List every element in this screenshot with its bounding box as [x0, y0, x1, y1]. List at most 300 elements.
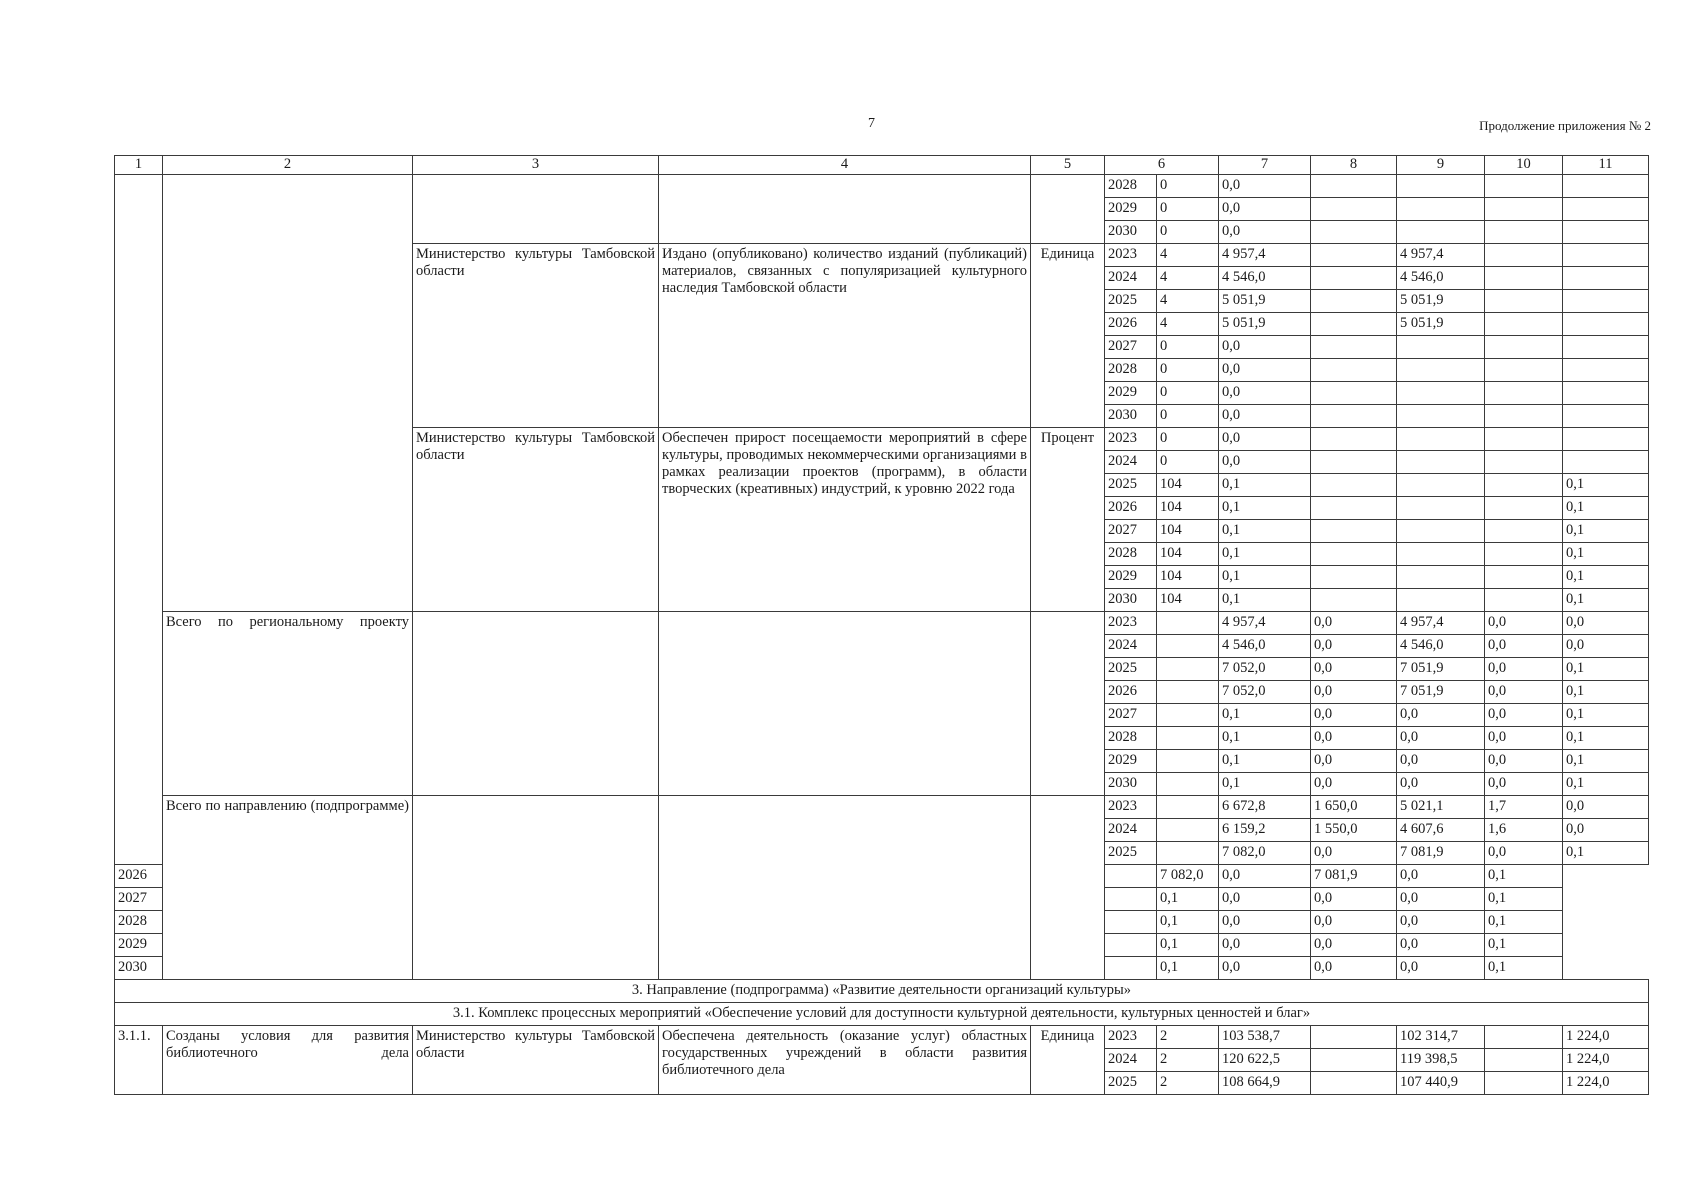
responsible-org-cell: Министерство культуры Тамбовской области — [413, 428, 659, 612]
org-cell — [413, 175, 659, 244]
year-cell: 2030 — [1105, 589, 1157, 612]
total-finance-cell: 0,1 — [1157, 888, 1219, 911]
federal-budget-cell — [1311, 474, 1397, 497]
extra-budget-cell — [1563, 267, 1649, 290]
regional-budget-cell — [1397, 566, 1485, 589]
indicator-cell — [659, 612, 1031, 796]
extra-budget-cell — [1563, 405, 1649, 428]
regional-budget-cell — [1397, 474, 1485, 497]
total-finance-cell: 4 546,0 — [1219, 635, 1311, 658]
section-heading: 3. Направление (подпрограмма) «Развитие деятельности организаций культуры» — [115, 980, 1649, 1003]
local-budget-cell — [1485, 589, 1563, 612]
local-budget-cell: 0,0 — [1397, 957, 1485, 980]
total-finance-cell: 0,0 — [1219, 359, 1311, 382]
year-cell: 2029 — [1105, 750, 1157, 773]
extra-budget-cell — [1563, 175, 1649, 198]
local-budget-cell: 0,0 — [1485, 704, 1563, 727]
federal-budget-cell — [1311, 175, 1397, 198]
table-body — [115, 156, 1649, 1095]
indicator-cell — [659, 796, 1031, 980]
federal-budget-cell — [1311, 221, 1397, 244]
total-label-cell: Всего по направлению (подпрограмме) — [163, 796, 413, 980]
federal-budget-cell — [1311, 520, 1397, 543]
year-cell: 2028 — [1105, 359, 1157, 382]
local-budget-cell — [1485, 336, 1563, 359]
total-finance-cell: 0,0 — [1219, 175, 1311, 198]
extra-budget-cell: 0,1 — [1485, 865, 1563, 888]
federal-budget-cell: 1 650,0 — [1311, 796, 1397, 819]
indicator-value-cell: 4 — [1157, 267, 1219, 290]
federal-budget-cell — [1311, 405, 1397, 428]
column-number-row — [115, 156, 1649, 175]
column-header: 8 — [1311, 156, 1397, 175]
column-header: 7 — [1219, 156, 1311, 175]
year-cell: 2024 — [1105, 267, 1157, 290]
regional-budget-cell — [1397, 405, 1485, 428]
total-finance-cell: 0,1 — [1219, 704, 1311, 727]
indicator-value-cell: 104 — [1157, 543, 1219, 566]
year-cell: 2025 — [1105, 658, 1157, 681]
number-cell — [115, 175, 163, 865]
total-finance-cell: 5 051,9 — [1219, 313, 1311, 336]
federal-budget-cell: 0,0 — [1219, 934, 1311, 957]
regional-budget-cell — [1397, 589, 1485, 612]
extra-budget-cell: 0,1 — [1563, 750, 1649, 773]
regional-budget-cell: 0,0 — [1397, 773, 1485, 796]
indicator-value-cell: 2 — [1157, 1049, 1219, 1072]
year-cell: 2029 — [1105, 566, 1157, 589]
local-budget-cell — [1485, 221, 1563, 244]
extra-budget-cell: 0,0 — [1563, 635, 1649, 658]
year-cell: 2025 — [1105, 474, 1157, 497]
extra-budget-cell: 0,1 — [1563, 658, 1649, 681]
total-finance-cell: 7 082,0 — [1219, 842, 1311, 865]
regional-budget-cell: 0,0 — [1311, 888, 1397, 911]
local-budget-cell — [1485, 313, 1563, 336]
year-cell: 2026 — [115, 865, 163, 888]
regional-budget-cell: 4 607,6 — [1397, 819, 1485, 842]
total-label-cell: Всего по региональному проекту — [163, 612, 413, 796]
extra-budget-cell: 0,1 — [1563, 842, 1649, 865]
column-header: 1 — [115, 156, 163, 175]
year-cell: 2030 — [115, 957, 163, 980]
year-cell: 2023 — [1105, 612, 1157, 635]
extra-budget-cell: 1 224,0 — [1563, 1049, 1649, 1072]
regional-budget-cell — [1397, 451, 1485, 474]
regional-budget-cell — [1397, 428, 1485, 451]
federal-budget-cell — [1311, 1026, 1397, 1049]
year-cell: 2027 — [1105, 520, 1157, 543]
extra-budget-cell: 0,1 — [1485, 888, 1563, 911]
total-finance-cell: 0,1 — [1219, 773, 1311, 796]
total-finance-cell: 0,1 — [1157, 934, 1219, 957]
year-cell: 2024 — [1105, 819, 1157, 842]
total-finance-cell: 4 957,4 — [1219, 244, 1311, 267]
unit-cell — [1031, 796, 1105, 980]
regional-budget-cell: 5 021,1 — [1397, 796, 1485, 819]
regional-budget-cell — [1397, 221, 1485, 244]
local-budget-cell: 0,0 — [1485, 681, 1563, 704]
regional-budget-cell: 0,0 — [1397, 750, 1485, 773]
indicator-value-cell — [1105, 865, 1157, 888]
year-cell: 2030 — [1105, 773, 1157, 796]
table-row — [115, 796, 1649, 819]
column-header: 11 — [1563, 156, 1649, 175]
year-cell: 2027 — [1105, 336, 1157, 359]
year-cell: 2028 — [1105, 727, 1157, 750]
local-budget-cell: 0,0 — [1485, 842, 1563, 865]
federal-budget-cell — [1311, 566, 1397, 589]
local-budget-cell: 0,0 — [1397, 888, 1485, 911]
federal-budget-cell — [1311, 290, 1397, 313]
local-budget-cell: 0,0 — [1397, 865, 1485, 888]
item-name-cell: Созданы условия для развития библиотечного дела — [163, 1026, 413, 1095]
total-finance-cell: 108 664,9 — [1219, 1072, 1311, 1095]
year-cell: 2028 — [115, 911, 163, 934]
section-row — [115, 980, 1649, 1003]
year-cell: 2030 — [1105, 221, 1157, 244]
local-budget-cell — [1485, 175, 1563, 198]
year-cell: 2023 — [1105, 796, 1157, 819]
federal-budget-cell — [1311, 359, 1397, 382]
indicator-value-cell — [1105, 934, 1157, 957]
total-finance-cell: 0,0 — [1219, 382, 1311, 405]
extra-budget-cell: 0,1 — [1563, 681, 1649, 704]
regional-budget-cell: 107 440,9 — [1397, 1072, 1485, 1095]
extra-budget-cell — [1563, 428, 1649, 451]
unit-cell: Единица — [1031, 1026, 1105, 1095]
year-cell: 2023 — [1105, 1026, 1157, 1049]
indicator-value-cell: 0 — [1157, 198, 1219, 221]
federal-budget-cell: 0,0 — [1219, 865, 1311, 888]
indicator-value-cell — [1157, 681, 1219, 704]
indicator-value-cell: 0 — [1157, 451, 1219, 474]
column-header: 4 — [659, 156, 1031, 175]
indicator-value-cell: 0 — [1157, 221, 1219, 244]
year-cell: 2026 — [1105, 497, 1157, 520]
regional-budget-cell: 7 051,9 — [1397, 681, 1485, 704]
column-header: 2 — [163, 156, 413, 175]
year-cell: 2029 — [1105, 382, 1157, 405]
indicator-value-cell: 0 — [1157, 382, 1219, 405]
extra-budget-cell: 0,1 — [1485, 934, 1563, 957]
column-header: 3 — [413, 156, 659, 175]
indicator-cell — [659, 175, 1031, 244]
regional-budget-cell: 5 051,9 — [1397, 290, 1485, 313]
extra-budget-cell — [1563, 198, 1649, 221]
federal-budget-cell — [1311, 543, 1397, 566]
total-finance-cell: 4 957,4 — [1219, 612, 1311, 635]
local-budget-cell — [1485, 290, 1563, 313]
total-finance-cell: 0,0 — [1219, 221, 1311, 244]
indicator-value-cell — [1157, 704, 1219, 727]
extra-budget-cell: 0,1 — [1563, 704, 1649, 727]
extra-budget-cell — [1563, 313, 1649, 336]
year-cell: 2026 — [1105, 313, 1157, 336]
year-cell: 2023 — [1105, 244, 1157, 267]
regional-budget-cell: 0,0 — [1397, 727, 1485, 750]
column-header: 6 — [1105, 156, 1219, 175]
extra-budget-cell: 1 224,0 — [1563, 1072, 1649, 1095]
extra-budget-cell — [1563, 451, 1649, 474]
total-finance-cell: 0,1 — [1219, 474, 1311, 497]
indicator-value-cell — [1157, 612, 1219, 635]
local-budget-cell: 0,0 — [1485, 773, 1563, 796]
indicator-value-cell: 0 — [1157, 175, 1219, 198]
local-budget-cell — [1485, 198, 1563, 221]
item-number-cell: 3.1.1. — [115, 1026, 163, 1095]
regional-budget-cell — [1397, 543, 1485, 566]
indicator-value-cell: 104 — [1157, 474, 1219, 497]
regional-budget-cell — [1397, 382, 1485, 405]
federal-budget-cell: 0,0 — [1311, 750, 1397, 773]
total-finance-cell: 0,1 — [1219, 750, 1311, 773]
extra-budget-cell — [1563, 221, 1649, 244]
total-finance-cell: 0,1 — [1219, 520, 1311, 543]
federal-budget-cell — [1311, 1072, 1397, 1095]
regional-budget-cell: 4 957,4 — [1397, 612, 1485, 635]
total-finance-cell: 0,0 — [1219, 451, 1311, 474]
local-budget-cell: 0,0 — [1397, 911, 1485, 934]
regional-budget-cell: 0,0 — [1311, 957, 1397, 980]
regional-budget-cell — [1397, 359, 1485, 382]
federal-budget-cell — [1311, 589, 1397, 612]
federal-budget-cell — [1311, 244, 1397, 267]
extra-budget-cell — [1563, 382, 1649, 405]
total-finance-cell: 0,1 — [1219, 543, 1311, 566]
column-header: 10 — [1485, 156, 1563, 175]
federal-budget-cell: 1 550,0 — [1311, 819, 1397, 842]
indicator-value-cell: 0 — [1157, 428, 1219, 451]
local-budget-cell — [1485, 1026, 1563, 1049]
extra-budget-cell: 0,0 — [1563, 819, 1649, 842]
extra-budget-cell: 0,1 — [1485, 911, 1563, 934]
federal-budget-cell — [1311, 451, 1397, 474]
local-budget-cell — [1485, 382, 1563, 405]
federal-budget-cell: 0,0 — [1311, 612, 1397, 635]
section-row — [115, 1003, 1649, 1026]
year-cell: 2028 — [1105, 175, 1157, 198]
local-budget-cell — [1485, 543, 1563, 566]
total-finance-cell: 0,0 — [1219, 336, 1311, 359]
federal-budget-cell — [1311, 1049, 1397, 1072]
regional-budget-cell: 7 081,9 — [1311, 865, 1397, 888]
local-budget-cell — [1485, 405, 1563, 428]
regional-budget-cell: 0,0 — [1311, 934, 1397, 957]
local-budget-cell — [1485, 451, 1563, 474]
local-budget-cell — [1485, 359, 1563, 382]
total-finance-cell: 0,1 — [1219, 589, 1311, 612]
extra-budget-cell: 0,1 — [1563, 566, 1649, 589]
indicator-value-cell: 2 — [1157, 1072, 1219, 1095]
regional-budget-cell: 7 051,9 — [1397, 658, 1485, 681]
local-budget-cell: 0,0 — [1485, 750, 1563, 773]
year-cell: 2029 — [115, 934, 163, 957]
column-header: 5 — [1031, 156, 1105, 175]
year-cell: 2029 — [1105, 198, 1157, 221]
total-finance-cell: 5 051,9 — [1219, 290, 1311, 313]
local-budget-cell: 0,0 — [1485, 727, 1563, 750]
total-finance-cell: 0,0 — [1219, 428, 1311, 451]
total-finance-cell: 0,1 — [1157, 911, 1219, 934]
federal-budget-cell: 0,0 — [1219, 888, 1311, 911]
local-budget-cell: 1,6 — [1485, 819, 1563, 842]
extra-budget-cell: 0,1 — [1485, 957, 1563, 980]
indicator-value-cell — [1157, 796, 1219, 819]
unit-cell: Единица — [1031, 244, 1105, 428]
extra-budget-cell: 0,1 — [1563, 497, 1649, 520]
org-cell — [413, 796, 659, 980]
regional-budget-cell: 0,0 — [1397, 704, 1485, 727]
total-finance-cell: 4 546,0 — [1219, 267, 1311, 290]
total-finance-cell: 7 082,0 — [1157, 865, 1219, 888]
federal-budget-cell: 0,0 — [1311, 658, 1397, 681]
total-finance-cell: 0,0 — [1219, 405, 1311, 428]
regional-budget-cell: 119 398,5 — [1397, 1049, 1485, 1072]
year-cell: 2024 — [1105, 451, 1157, 474]
appendix-continuation-note: Продолжение приложения № 2 — [1479, 118, 1651, 133]
indicator-value-cell: 0 — [1157, 359, 1219, 382]
total-finance-cell: 0,1 — [1219, 497, 1311, 520]
local-budget-cell: 0,0 — [1397, 934, 1485, 957]
year-cell: 2025 — [1105, 1072, 1157, 1095]
indicator-value-cell: 104 — [1157, 589, 1219, 612]
federal-budget-cell: 0,0 — [1311, 681, 1397, 704]
extra-budget-cell — [1563, 290, 1649, 313]
local-budget-cell: 0,0 — [1485, 612, 1563, 635]
federal-budget-cell — [1311, 336, 1397, 359]
indicator-value-cell: 104 — [1157, 566, 1219, 589]
total-finance-cell: 120 622,5 — [1219, 1049, 1311, 1072]
federal-budget-cell: 0,0 — [1219, 957, 1311, 980]
total-finance-cell: 7 052,0 — [1219, 658, 1311, 681]
indicator-value-cell: 4 — [1157, 313, 1219, 336]
local-budget-cell — [1485, 1049, 1563, 1072]
main-table — [114, 155, 1649, 1095]
extra-budget-cell — [1563, 244, 1649, 267]
regional-budget-cell — [1397, 175, 1485, 198]
federal-budget-cell — [1311, 497, 1397, 520]
indicator-name-cell: Обеспечена деятельность (оказание услуг) областных государственных учреждений в области развития библиотечного дела — [659, 1026, 1031, 1095]
regional-budget-cell: 102 314,7 — [1397, 1026, 1485, 1049]
indicator-value-cell — [1157, 658, 1219, 681]
regional-budget-cell — [1397, 520, 1485, 543]
responsible-org-cell: Министерство культуры Тамбовской области — [413, 244, 659, 428]
extra-budget-cell — [1563, 336, 1649, 359]
total-finance-cell: 7 052,0 — [1219, 681, 1311, 704]
indicator-value-cell — [1157, 773, 1219, 796]
indicator-value-cell — [1157, 819, 1219, 842]
year-cell: 2024 — [1105, 1049, 1157, 1072]
local-budget-cell: 0,0 — [1485, 658, 1563, 681]
local-budget-cell — [1485, 1072, 1563, 1095]
extra-budget-cell: 0,0 — [1563, 612, 1649, 635]
org-cell — [413, 612, 659, 796]
indicator-value-cell: 104 — [1157, 520, 1219, 543]
extra-budget-cell: 0,1 — [1563, 543, 1649, 566]
indicator-value-cell: 4 — [1157, 290, 1219, 313]
federal-budget-cell: 0,0 — [1311, 727, 1397, 750]
local-budget-cell: 0,0 — [1485, 635, 1563, 658]
column-header: 9 — [1397, 156, 1485, 175]
local-budget-cell — [1485, 428, 1563, 451]
regional-budget-cell: 7 081,9 — [1397, 842, 1485, 865]
extra-budget-cell: 0,1 — [1563, 589, 1649, 612]
table-row — [115, 612, 1649, 635]
total-finance-cell: 103 538,7 — [1219, 1026, 1311, 1049]
federal-budget-cell: 0,0 — [1311, 704, 1397, 727]
local-budget-cell — [1485, 267, 1563, 290]
regional-budget-cell: 4 546,0 — [1397, 635, 1485, 658]
regional-budget-cell: 4 957,4 — [1397, 244, 1485, 267]
year-cell: 2024 — [1105, 635, 1157, 658]
indicator-value-cell — [1157, 842, 1219, 865]
year-cell: 2027 — [115, 888, 163, 911]
year-cell: 2027 — [1105, 704, 1157, 727]
regional-budget-cell: 5 051,9 — [1397, 313, 1485, 336]
indicator-value-cell: 4 — [1157, 244, 1219, 267]
local-budget-cell — [1485, 497, 1563, 520]
year-cell: 2028 — [1105, 543, 1157, 566]
indicator-value-cell — [1157, 727, 1219, 750]
total-finance-cell: 0,1 — [1219, 566, 1311, 589]
unit-cell: Процент — [1031, 428, 1105, 612]
federal-budget-cell — [1311, 198, 1397, 221]
extra-budget-cell: 0,0 — [1563, 796, 1649, 819]
regional-budget-cell — [1397, 336, 1485, 359]
local-budget-cell — [1485, 520, 1563, 543]
year-cell: 2025 — [1105, 842, 1157, 865]
year-cell: 2030 — [1105, 405, 1157, 428]
indicator-value-cell — [1105, 957, 1157, 980]
indicator-value-cell — [1157, 635, 1219, 658]
unit-cell — [1031, 175, 1105, 244]
indicator-name-cell: Обеспечен прирост посещаемости мероприятий в сфере культуры, проводимых некоммерческими организациями в рамках реализации проектов (программ), в области творческих (креативных) индустрий, к уровню 2022 года — [659, 428, 1031, 612]
page-number: 7 — [868, 116, 875, 131]
year-cell: 2025 — [1105, 290, 1157, 313]
year-cell: 2023 — [1105, 428, 1157, 451]
indicator-value-cell: 0 — [1157, 336, 1219, 359]
year-cell: 2026 — [1105, 681, 1157, 704]
federal-budget-cell: 0,0 — [1311, 773, 1397, 796]
federal-budget-cell: 0,0 — [1219, 911, 1311, 934]
responsible-org-cell: Министерство культуры Тамбовской области — [413, 1026, 659, 1095]
local-budget-cell — [1485, 566, 1563, 589]
total-finance-cell: 0,1 — [1219, 727, 1311, 750]
federal-budget-cell — [1311, 267, 1397, 290]
extra-budget-cell: 0,1 — [1563, 474, 1649, 497]
regional-budget-cell — [1397, 497, 1485, 520]
unit-cell — [1031, 612, 1105, 796]
local-budget-cell: 1,7 — [1485, 796, 1563, 819]
extra-budget-cell: 1 224,0 — [1563, 1026, 1649, 1049]
local-budget-cell — [1485, 474, 1563, 497]
federal-budget-cell: 0,0 — [1311, 842, 1397, 865]
total-finance-cell: 6 672,8 — [1219, 796, 1311, 819]
extra-budget-cell: 0,1 — [1563, 773, 1649, 796]
extra-budget-cell — [1563, 359, 1649, 382]
indicator-value-cell — [1105, 888, 1157, 911]
name-cell — [163, 175, 413, 612]
total-finance-cell: 0,0 — [1219, 198, 1311, 221]
federal-budget-cell — [1311, 313, 1397, 336]
extra-budget-cell: 0,1 — [1563, 520, 1649, 543]
local-budget-cell — [1485, 244, 1563, 267]
indicator-value-cell — [1157, 750, 1219, 773]
extra-budget-cell: 0,1 — [1563, 727, 1649, 750]
total-finance-cell: 0,1 — [1157, 957, 1219, 980]
table-row — [115, 175, 1649, 198]
